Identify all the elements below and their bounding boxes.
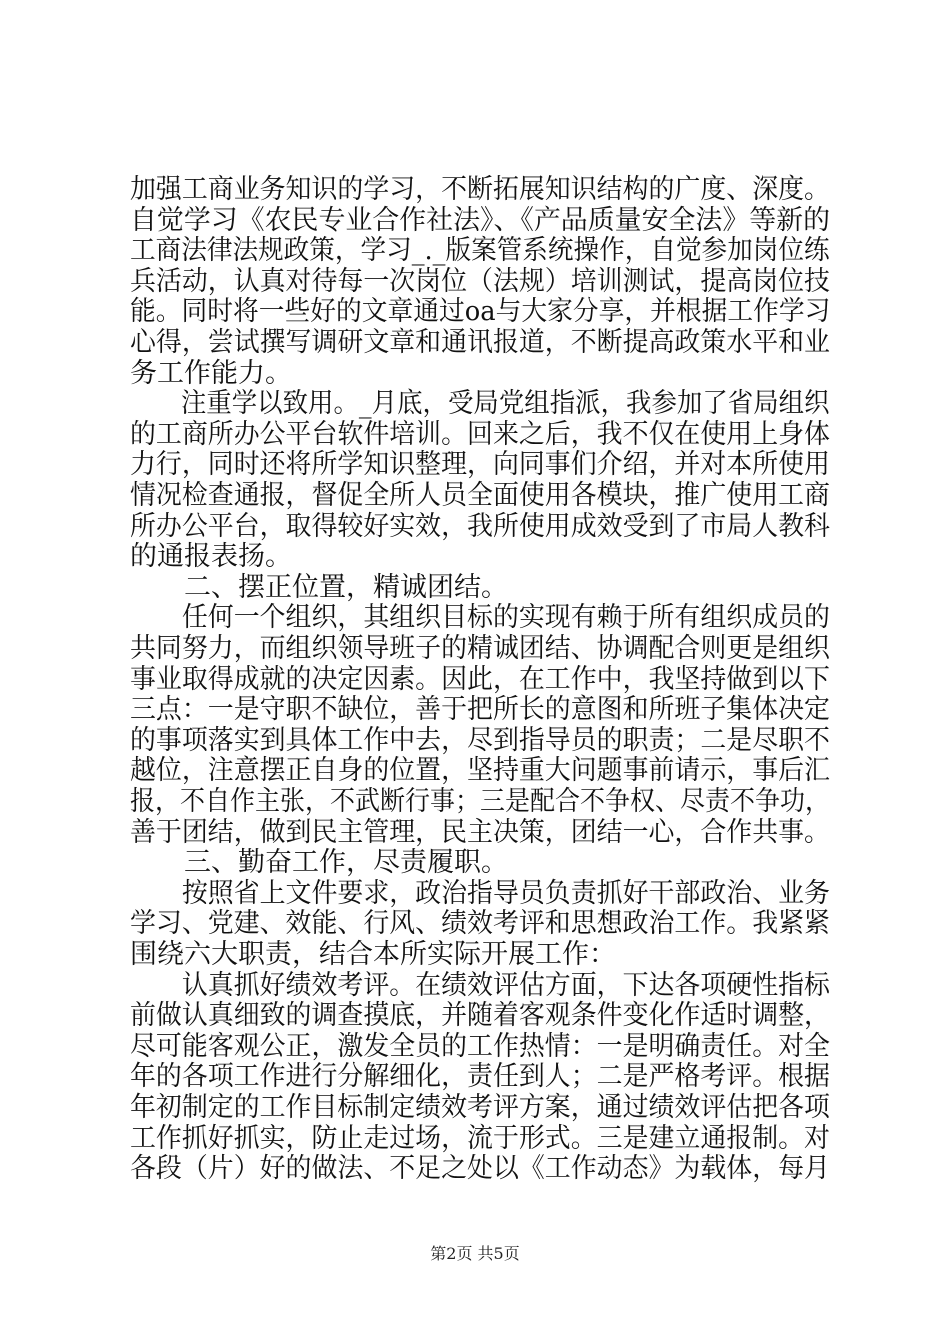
text-line: 三点：一是守职不缺位，善于把所长的意图和所班子集体决定 [130, 694, 830, 726]
text-line: 加强工商业务知识的学习，不断拓展知识结构的广度、深度。 [130, 174, 830, 205]
text-line: 能。同时将一些好的文章通过oa与大家分享，并根据工作学习 [130, 296, 831, 328]
text-line: 按照省上文件要求，政治指导员负责抓好干部政治、业务 [130, 877, 830, 909]
text-line: 围绕六大职责，结合本所实际开展工作： [130, 939, 616, 970]
text-line: 共同努力，而组织领导班子的精诚团结、协调配合则更是组织 [130, 633, 830, 664]
text-line: 越位，注意摆正自身的位置，坚持重大问题事前请示，事后汇 [130, 755, 830, 787]
text-line: 事业取得成就的决定因素。因此，在工作中，我坚持做到以下 [130, 663, 830, 695]
text-line: 三、勤奋工作，尽责履职。 [130, 847, 508, 879]
text-line: 情况检查通报，督促全所人员全面使用各模块，推广使用工商 [130, 480, 830, 511]
text-line: 兵活动，认真对待每一次岗位（法规）培训测试，提高岗位技 [130, 265, 830, 297]
text-line: 的事项落实到具体工作中去，尽到指导员的职责；二是尽职不 [130, 724, 830, 756]
text-line: 所办公平台，取得较好实效，我所使用成效受到了市局人教科 [130, 510, 830, 542]
text-line: 自觉学习《农民专业合作社法》、《产品质量安全法》等新的 [130, 204, 831, 236]
text-line: 各段（片）好的做法、不足之处以《工作动态》为载体，每月 [130, 1153, 830, 1185]
text-line: 年的各项工作进行分解细化，责任到人；二是严格考评。根据 [130, 1061, 830, 1093]
text-line: 工商法律法规政策，学习_._版案管系统操作，自觉参加岗位练 [130, 235, 830, 267]
text-line: 认真抓好绩效考评。在绩效评估方面，下达各项硬性指标 [130, 969, 830, 1001]
text-line: 二、摆正位置，精诚团结。 [130, 571, 508, 603]
text-line: 任何一个组织，其组织目标的实现有赖于所有组织成员的 [130, 602, 830, 634]
text-line: 注重学以致用。_月底，受局党组指派，我参加了省局组织 [130, 388, 830, 420]
page-number-footer: 第2页 共5页 [430, 1244, 520, 1263]
text-line: 务工作能力。 [130, 357, 292, 389]
text-line: 尽可能客观公正，激发全员的工作热情：一是明确责任。对全 [130, 1030, 830, 1062]
text-line: 心得，尝试撰写调研文章和通讯报道，不断提高政策水平和业 [130, 327, 830, 358]
text-line: 的工商所办公平台软件培训。回来之后，我不仅在使用上身体 [130, 418, 830, 450]
text-line: 的通报表扬。 [130, 541, 292, 573]
text-line: 善于团结，做到民主管理，民主决策，团结一心，合作共事。 [130, 816, 830, 848]
text-line: 年初制定的工作目标制定绩效考评方案，通过绩效评估把各项 [130, 1092, 830, 1123]
text-line: 力行，同时还将所学知识整理，向同事们介绍，并对本所使用 [130, 449, 830, 481]
text-line: 前做认真细致的调查摸底，并随着客观条件变化作适时调整， [130, 1000, 830, 1032]
text-line: 工作抓好抓实，防止走过场，流于形式。三是建立通报制。对 [130, 1122, 830, 1154]
text-line: 学习、党建、效能、行风、绩效考评和思想政治工作。我紧紧 [130, 908, 830, 940]
text-line: 报，不自作主张，不武断行事；三是配合不争权、尽责不争功， [130, 786, 830, 817]
